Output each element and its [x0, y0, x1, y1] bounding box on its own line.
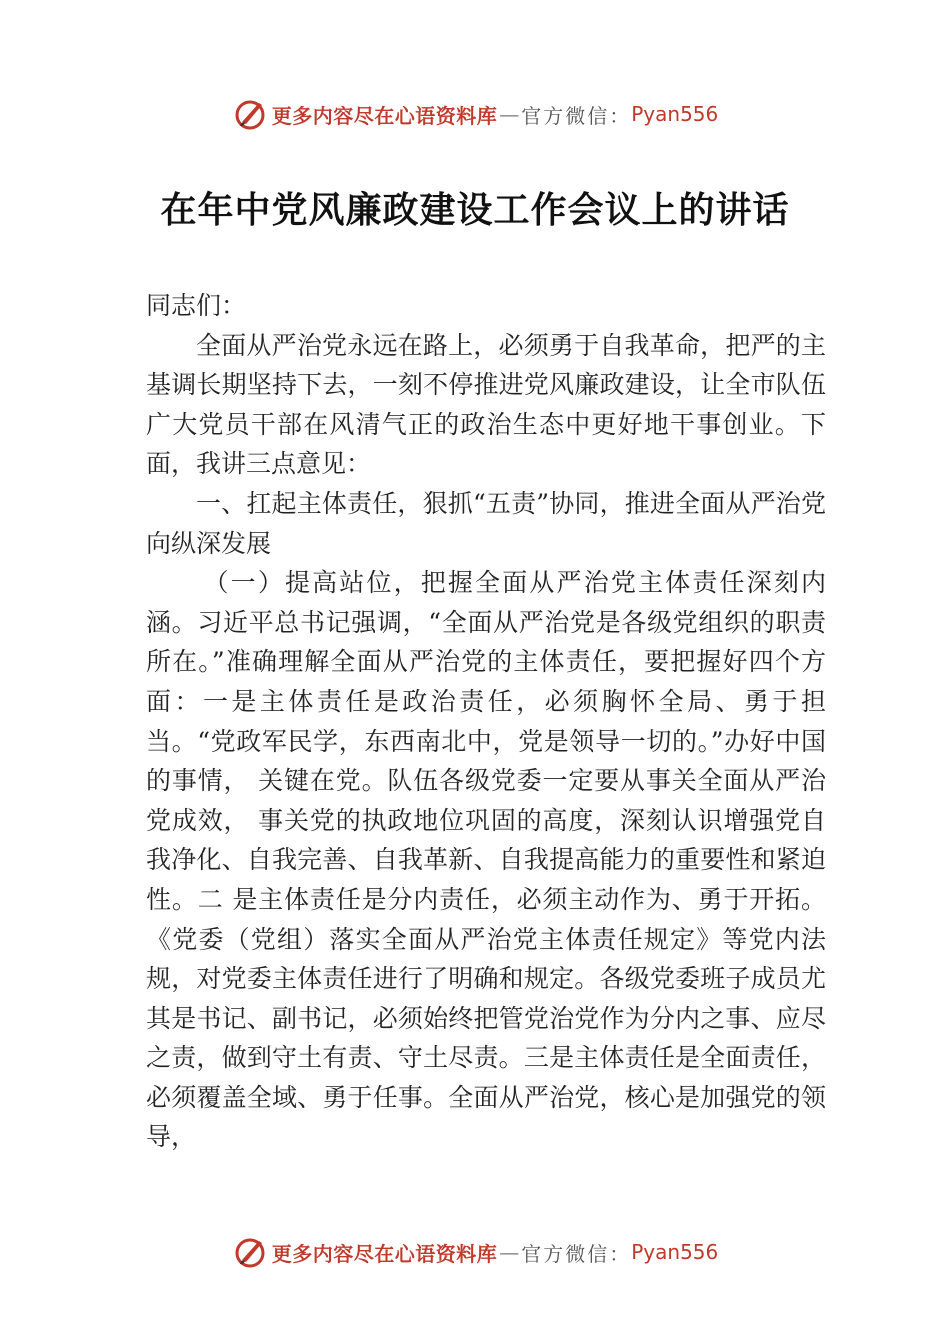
section-heading-1: 一、扛起主体责任，狠抓“五责”协同，推进全面从严治党向纵深发展: [146, 488, 826, 558]
banner-dash: —: [499, 1240, 520, 1264]
banner-dash: —: [499, 102, 520, 126]
paragraph-intro: 全面从严治党永远在路上，必须勇于自我革命，把严的主基调长期坚持下去，一刻不停推进党风廉政建设，让全市队伍广大党员干部在风清气正的政治生态中更好地干事创业。下面，我讲三点意见：: [146, 330, 826, 479]
brush-logo-icon: [232, 96, 268, 132]
banner-brand: 更多内容尽在心语资料库: [271, 103, 498, 128]
document-title: 在年中党风廉政建设工作会议上的讲话: [160, 189, 790, 231]
banner-brand: 更多内容尽在心语资料库: [271, 1241, 498, 1266]
brush-logo-icon: [232, 1234, 268, 1270]
footer-banner: [0, 1232, 950, 1272]
paragraph-subsection-1: （一）提高站位，把握全面从严治党主体责任深刻内涵。习近平总书记强调，“全面从严治党是各级党组织的职责所在。”准确理解全面从严治党的主体责任，要把握好四个方面：一是主体责任是政治责任，必须胸怀全局、勇于担当。“党政军民学，东西南北中，党是领导一切的。”办好中国的事情， 关键在党。队伍各级党委一定要从事关全面从严治党成效， 事关党的执政地位巩固的高度，深刻认识增强党自我净化、自我完善、自我革新、自我提高能力的重要性和紧迫性。二 是主体责任是分内责任，必须主动作为、勇于开拓。《党委（党组）落实全面从严治党主体责任规定》等党内法规，对党委主体责任进行了明确和规定。各级党委班子成员尤其是书记、副书记，必须始终把管党治党作为分内之事、应尽之责，做到守土有责、守土尽责。三是主体责任是全面责任，必须覆盖全域、勇于任事。全面从严治党，核心是加强党的领导，: [146, 568, 826, 1152]
banner-contact-label: 官方微信：: [521, 103, 632, 128]
banner-contact-id: Pyan556: [631, 1240, 719, 1264]
header-banner: [0, 94, 950, 134]
banner-contact-id: Pyan556: [631, 102, 719, 126]
document-body: [146, 286, 826, 1157]
salutation: 同志们：: [146, 291, 247, 320]
banner-contact-label: 官方微信：: [521, 1241, 632, 1266]
